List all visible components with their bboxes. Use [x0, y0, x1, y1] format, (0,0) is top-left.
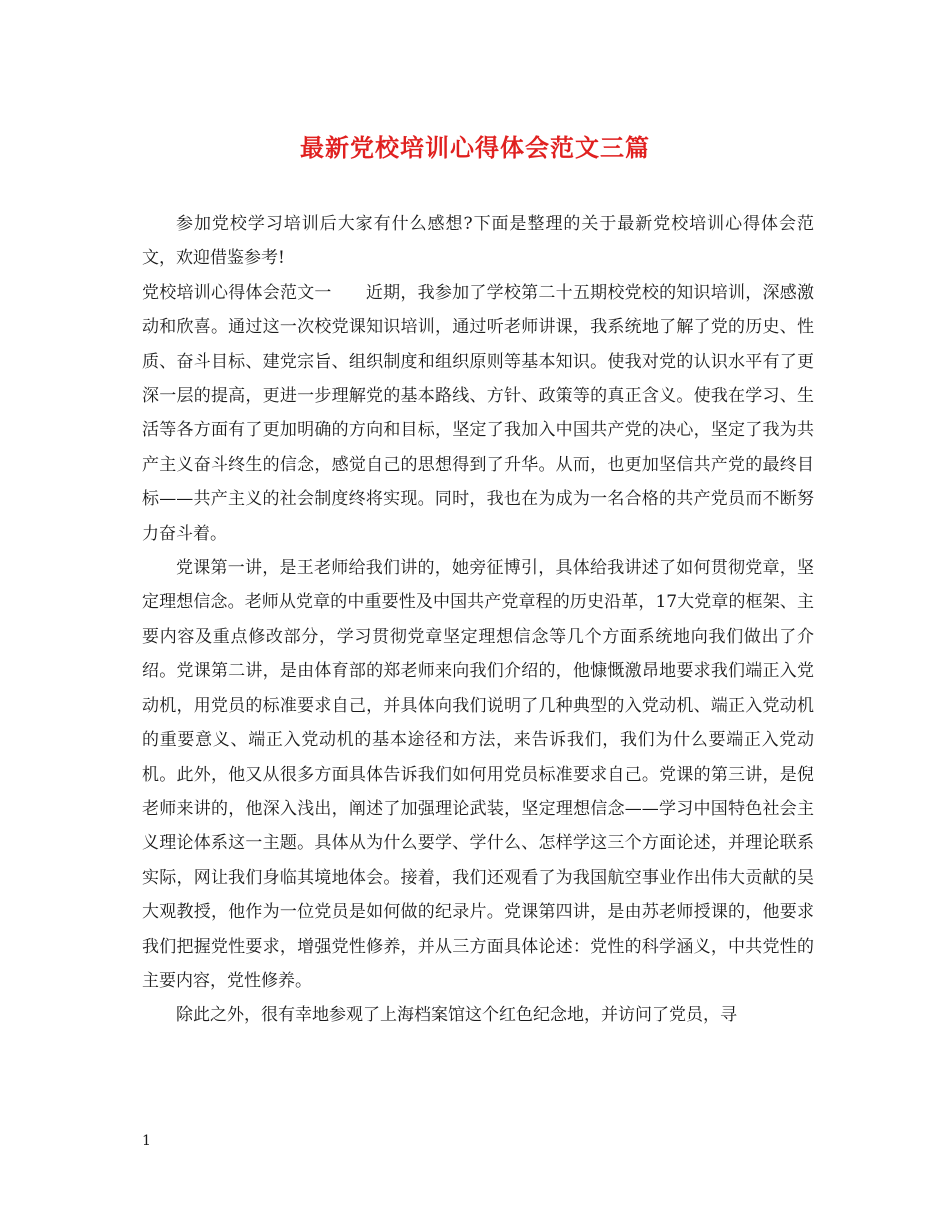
intro-paragraph: 参加党校学习培训后大家有什么感想?下面是整理的关于最新党校培训心得体会范文，欢迎借鉴参考!	[142, 214, 814, 269]
document-title: 最新党校培训心得体会范文三篇	[300, 133, 650, 162]
section-one-text: 近期，我参加了学校第二十五期校党校的知识培训，深感激动和欣喜。通过这一次校党课知识培训，通过听老师讲课，我系统地了解了党的历史、性质、奋斗目标、建党宗旨、组织制度和组织原则等基本知识。使我对党的认识水平有了更深一层的提高，更进一步理解党的基本路线、方针、政策等的真正含义。使我在学习、生活等各方面有了更加明确的方向和目标，坚定了我加入中国共产党的决心，坚定了我为共产主义奋斗终生的信念，感觉自己的思想得到了升华。从而，也更加坚信共产党的最终目标——共产主义的社会制度终将实现。同时，我也在为成为一名合格的共产党员而不断努力奋斗着。	[142, 282, 815, 544]
section-heading: 党校培训心得体会范文一	[142, 282, 332, 303]
section-spacer	[332, 283, 366, 303]
page-number: 1	[142, 1133, 151, 1149]
section-one-paragraph	[142, 276, 814, 551]
body-paragraph: 党课第一讲，是王老师给我们讲的，她旁征博引，具体给我讲述了如何贯彻党章，坚定理想信念。老师从党章的中重要性及中国共产党章程的历史沿革，17大党章的框架、主要内容及重点修改部分，学习贯彻党章坚定理想信念等几个方面系统地向我们做出了介绍。党课第二讲，是由体育部的郑老师来向我们介绍的，他慷慨激昂地要求我们端正入党动机，用党员的标准要求自己，并具体向我们说明了几种典型的入党动机、端正入党动机的重要意义、端正入党动机的基本途径和方法，来告诉我们，我们为什么要端正入党动机。此外，他又从很多方面具体告诉我们如何用党员标准要求自己。党课的第三讲，是倪老师来讲的，他深入浅出，阐述了加强理论武装，坚定理想信念——学习中国特色社会主义理论体系这一主题。具体从为什么要学、学什么、怎样学这三个方面论述，并理论联系实际，网让我们身临其境地体会。接着，我们还观看了为我国航空事业作出伟大贡献的吴大观教授，他作为一位党员是如何做的纪录片。党课第四讲，是由苏老师授课的，他要求我们把握党性要求，增强党性修养，并从三方面具体论述：党性的科学涵义，中共党性的主要内容，党性修养。	[142, 558, 814, 991]
body-paragraph: 除此之外，很有幸地参观了上海档案馆这个红色纪念地，并访问了党员，寻	[176, 1005, 737, 1026]
document-body	[142, 207, 814, 1033]
